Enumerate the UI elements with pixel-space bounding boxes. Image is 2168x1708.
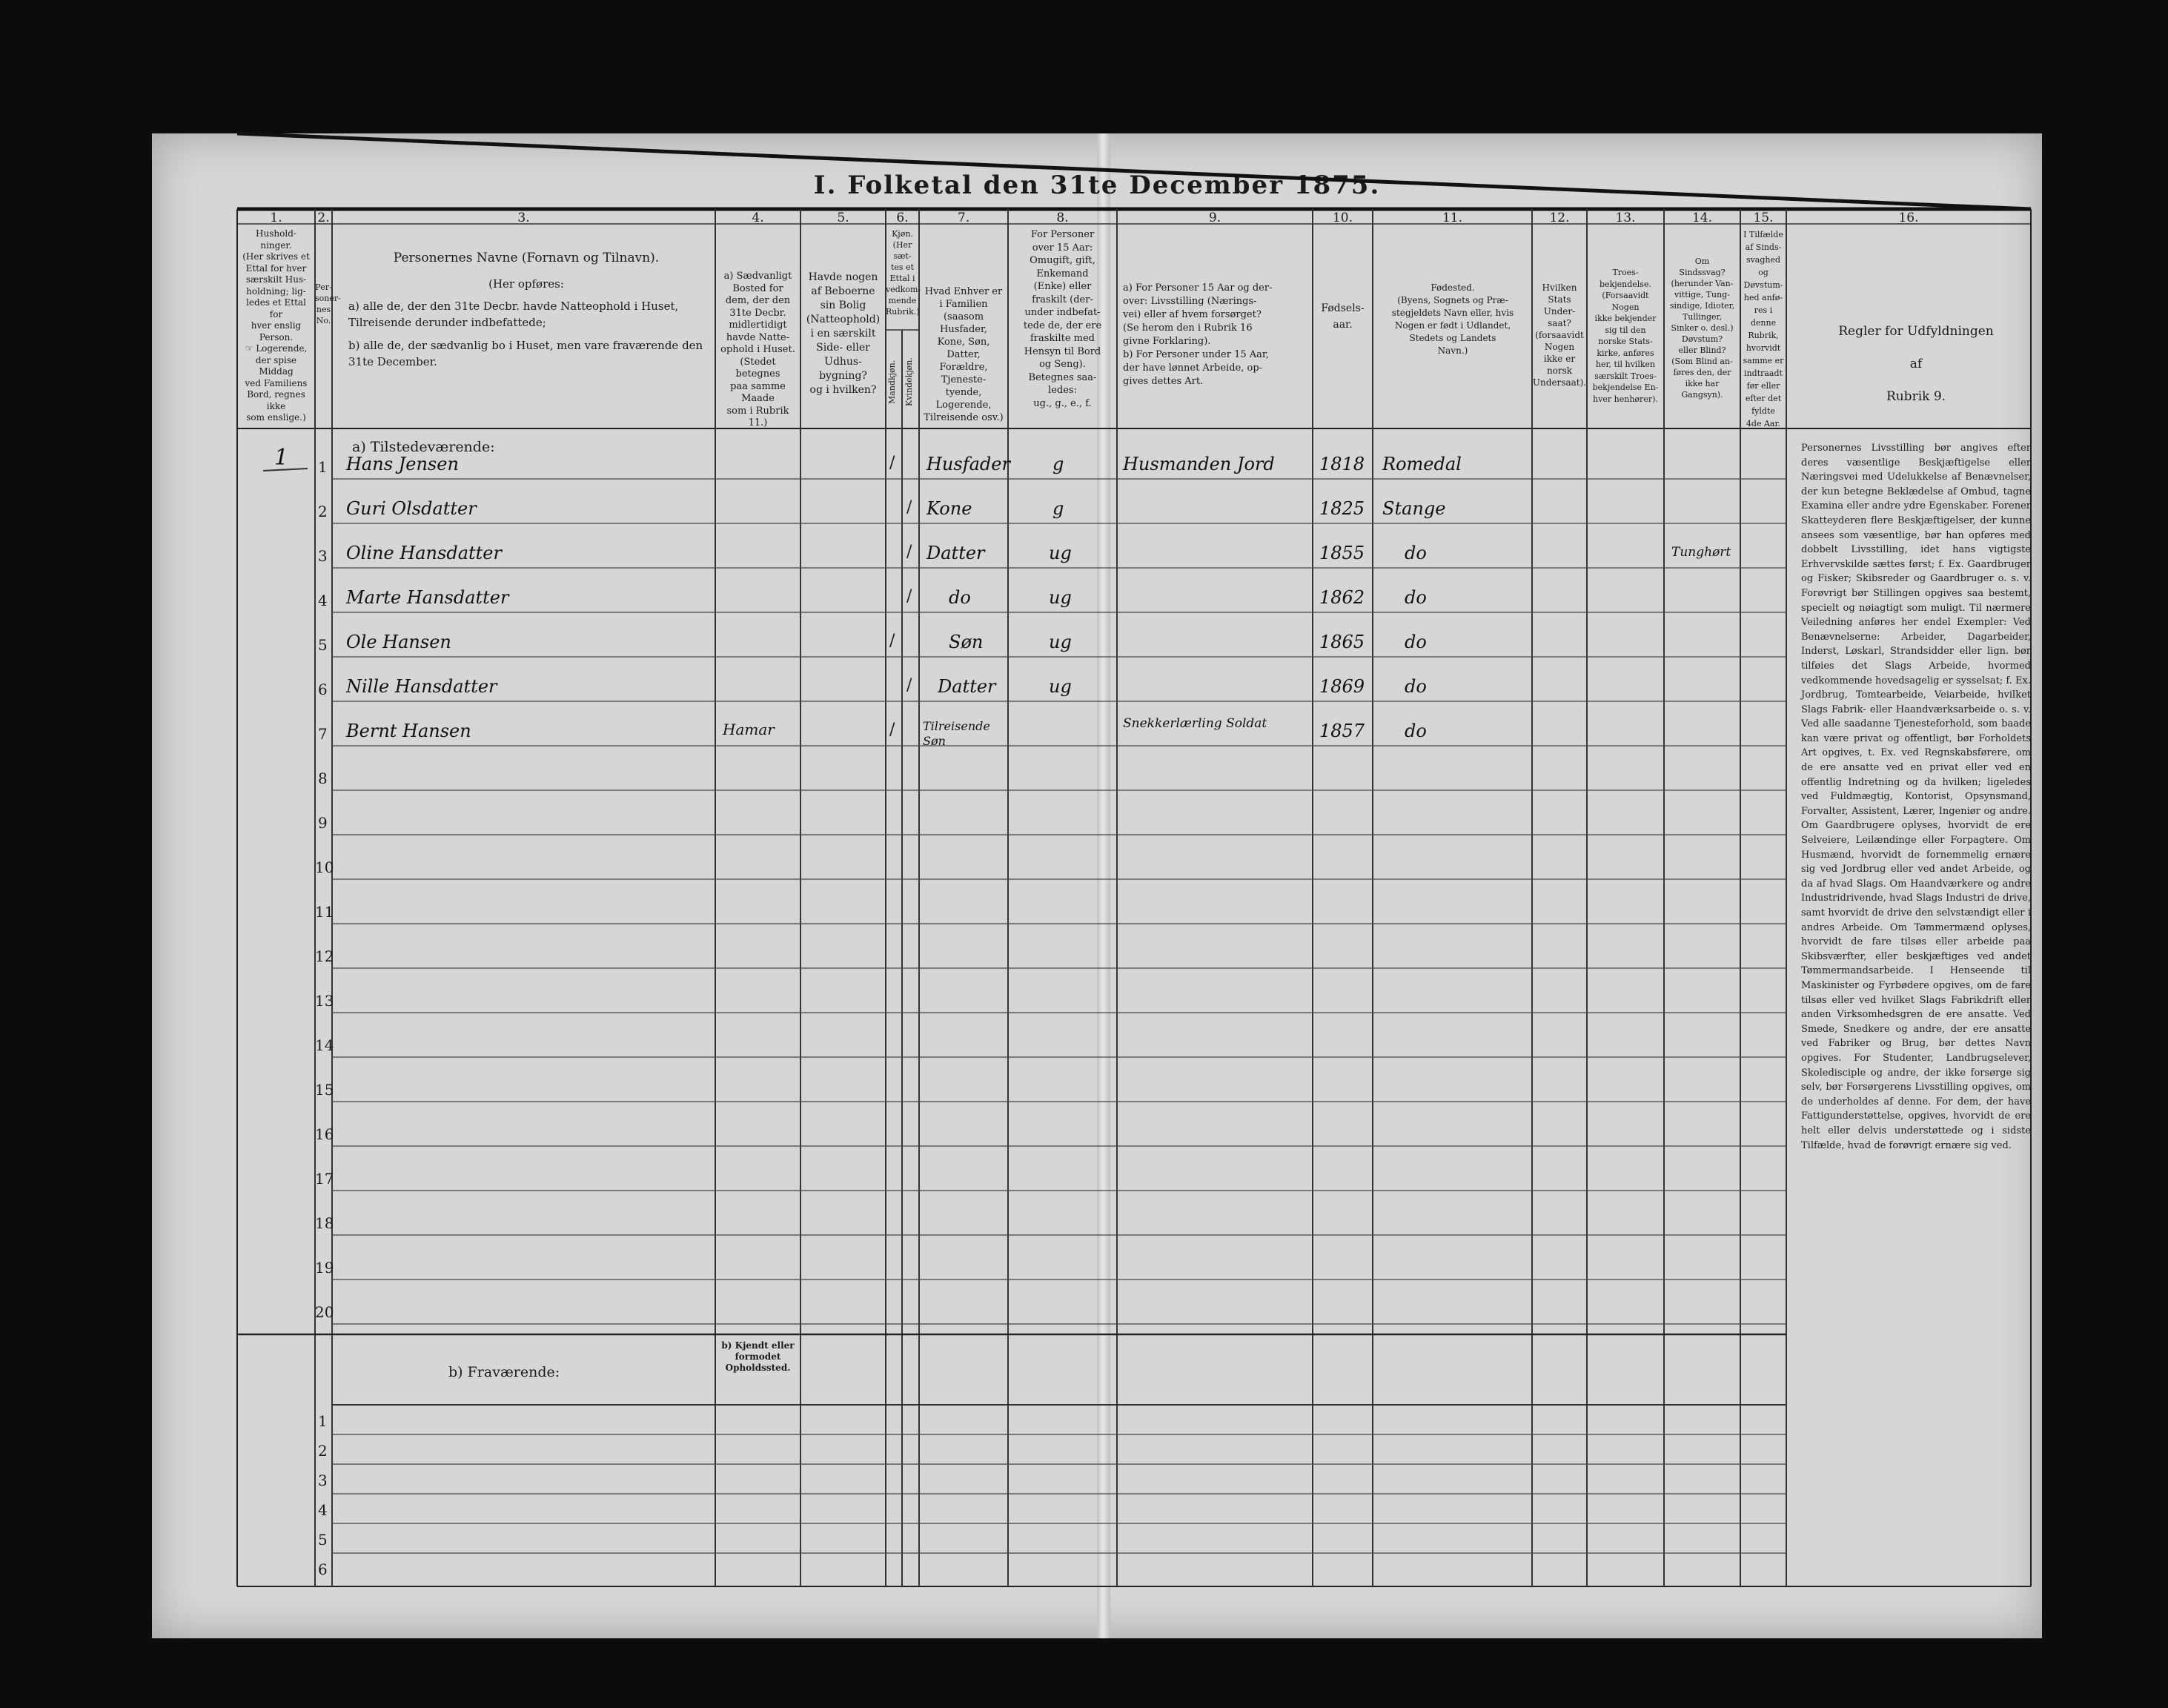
row-number: 14	[315, 1036, 334, 1054]
row-number: 3	[318, 1472, 328, 1489]
row-number: 11	[315, 903, 334, 921]
marital-status: ug	[1049, 543, 1072, 563]
person-name: Bernt Hansen	[346, 721, 471, 741]
birth-year: 1855	[1319, 543, 1365, 563]
row-number: 1	[318, 458, 328, 476]
colnum-14: 14.	[1691, 211, 1713, 225]
census-sheet	[152, 133, 2042, 1638]
person-name: Nille Hansdatter	[346, 676, 497, 697]
header-sex-male: Mandkjøn.	[887, 360, 897, 404]
row-number: 18	[315, 1214, 334, 1232]
colnum-15: 15.	[1753, 211, 1774, 225]
absent-residence-header: b) Kjendt eller formodet Opholdssted.	[721, 1340, 795, 1373]
birth-year: 1818	[1319, 454, 1365, 474]
header-disability: Om Sindssvag? (herunder Van- vittige, Tung- sindige, Idioter, Tullinger, Sinker o. desl.) Døvstum? eller Blind? (Som Blind an- føres den, der ikke har Gangsyn).	[1669, 256, 1735, 400]
section-present: a) Tilstedeværende:	[352, 439, 495, 455]
row-number: 6	[318, 1560, 328, 1578]
person-name: Ole Hansen	[346, 632, 451, 652]
person-name: Guri Olsdatter	[346, 498, 477, 519]
colnum-8: 8.	[1056, 211, 1069, 225]
header-residence: a) Sædvanligt Bosted for dem, der den 31te Decbr. midlertidigt havde Natte- ophold i Huset. (Stedet betegnes paa samme Maade som i Rubrik 11.)	[720, 271, 795, 428]
row-number: 20	[315, 1303, 334, 1321]
marital-status: ug	[1049, 587, 1072, 608]
row-number: 19	[315, 1259, 334, 1277]
colnum-5: 5.	[837, 211, 849, 225]
rules-line-1: Regler for Udfyldningen	[1838, 324, 1994, 339]
sex-mark: /	[889, 721, 895, 739]
header-birthplace: Fødested. (Byens, Sognets og Præ- stegjeldets Navn eller, hvis Nogen er født i Udlandet, Stedets og Landets Navn.)	[1391, 282, 1514, 356]
birthplace: Stange	[1382, 498, 1446, 519]
row-number: 10	[315, 858, 334, 876]
family-role: Kone	[926, 498, 972, 519]
colnum-10: 10.	[1332, 211, 1353, 225]
header-sex-female: Kvindekjøn.	[904, 357, 914, 406]
birth-year: 1857	[1319, 721, 1365, 741]
household-mark: 1	[274, 445, 289, 471]
colnum-2: 2.	[317, 211, 330, 225]
header-person-no: Per- soner- nes No.	[315, 282, 341, 325]
occupation: Husmanden Jord	[1123, 454, 1275, 474]
row-number: 2	[318, 1442, 328, 1460]
section-absent: b) Fraværende:	[448, 1364, 560, 1380]
row-number: 12	[315, 947, 334, 965]
birthplace: do	[1405, 676, 1427, 697]
sex-mark: /	[889, 454, 895, 472]
row-number: 4	[318, 592, 328, 609]
sex-mark: /	[906, 543, 912, 561]
row-number: 3	[318, 547, 328, 565]
disability-note: Tunghørt	[1671, 545, 1731, 560]
family-role: Datter	[926, 543, 985, 563]
sex-mark: /	[906, 498, 912, 517]
colnum-4: 4.	[752, 211, 764, 225]
header-names-b: b) alle de, der sædvanlig bo i Huset, men vare fraværende den 31te December.	[348, 339, 703, 368]
birthplace: do	[1405, 587, 1427, 608]
colnum-16: 16.	[1898, 211, 1919, 225]
family-role: Datter	[938, 676, 996, 697]
header-citizenship: Hvilken Stats Under- saat? (forsaavidt Nogen ikke er norsk Undersaat).	[1532, 282, 1587, 388]
row-number: 17	[315, 1170, 334, 1188]
header-names-sub: (Her opføres:	[488, 277, 564, 291]
row-number: 5	[318, 1531, 328, 1549]
birth-year: 1862	[1319, 587, 1365, 608]
sex-mark: /	[906, 587, 912, 606]
row-number: 9	[318, 814, 328, 832]
person-name: Hans Jensen	[346, 454, 459, 474]
birthplace: do	[1405, 632, 1427, 652]
header-names-a: a) alle de, der den 31te Decbr. havde Natteophold i Huset, Tilreisende derunder indbefattede;	[348, 299, 679, 329]
page-title: I. Folketal den 31te December 1875.	[813, 171, 1381, 200]
row-number: 5	[318, 636, 328, 654]
birth-year: 1825	[1319, 498, 1365, 519]
marital-status: g	[1052, 454, 1064, 474]
colnum-6: 6.	[896, 211, 909, 225]
marital-status: ug	[1049, 632, 1072, 652]
birth-year: 1869	[1319, 676, 1365, 697]
row-number: 15	[315, 1081, 334, 1099]
family-role: Husfader	[926, 454, 1010, 474]
header-households: Hushold- ninger. (Her skrives et Ettal for hver særskilt Hus- holdning; lig- ledes et Ettal for hver enslig Person. ☞ Logerende, der spise Middag ved Familiens Bord, regnes ikke som enslige.)	[242, 228, 310, 423]
header-marital: For Personer over 15 Aar: Omugift, gift, Enkemand (Enke) eller fraskilt (der- under indbefat- tede de, der ere fraskilte med Hensyn til Bord og Seng). Betegnes saa- ledes: ug., g., e., f.	[1023, 229, 1102, 409]
occupation: Snekkerlærling Soldat	[1123, 716, 1267, 731]
family-role: Tilreisende Søn	[923, 719, 990, 748]
sex-mark: /	[906, 676, 912, 695]
colnum-11: 11.	[1442, 211, 1463, 225]
row-number: 1	[318, 1412, 328, 1430]
header-birthyear: Fødsels- aar.	[1321, 302, 1365, 331]
instructions-text: Personernes Livsstilling bør angives efter deres væsentlige Beskjæftigelse eller Næringsvei med Udelukkelse af Benævnelser, der kun betegne Beklædelse af Ombud, tagne Examina eller andre ydre Egenskaber. Forener Skatteyderen flere Beskjæftigelser, der kunne ansees som væsentlige, bør han opføres med dobbelt Livsstilling, idet hans vigtigste Erhvervskilde sættes først; f. Ex. Gaardbruger og Fisker; Skibsreder og Gaardbruger o. s. v. Forøvrigt bør Stillingen opgives saa bestemt, specielt og nøiagtigt som muligt. Til nærmere Veiledning anføres her endel Exempler: Ved Benævnelserne: Arbeider, Dagarbeider, Inderst, Løskarl, Strandsidder eller lign. bør tilføies det Slags Arbeide, hvormed vedkommende hovedsagelig er sysselsat; f. Ex. Jordbrug, Tomtearbeide, Veiarbeide, hvilket Slags Fabrik- eller Haandværksarbeide o. s. v. Ved alle saadanne Tjenesteforhold, som baade kan være privat og offentligt, bør Forholdets Art opgives, t. Ex. ved Regnskabsførere, om de ere ansatte ved en privat eller ved en offentlig Indretning og da hvilken; ligeledes ved Fuldmægtig, Kontorist, Opsynsmand, Forvalter, Assistent, Lærer, Ingeniør og andre. Om Gaardbrugere oplyses, hvorvidt de ere Selveiere, Leilændinge eller Forpagtere. Om Husmænd, hvorvidt de fornemmelig ernære sig ved Jordbrug eller ved andet Arbeide, og da af hvad Slags. Om Haandværkere og andre Industridrivende, hvad Slags Industri de drive, samt hvorvidt de drive den selvstændigt eller i andres Arbeide. Om Tømmermænd oplyses, hvorvidt de fare tilsøs eller arbeide paa Skibsværfter, eller beskjæftiges ved andet Tømmermandsarbeide. I Henseende til Maskinister og Fyrbødere opgives, om de fare tilsøs eller ved hvilket Slags Fabrikdrift eller anden Virksomhedsgren de ere ansatte. Ved Smede, Snedkere og andre, der ere ansatte ved Fabriker og Brug, bør dettes Navn opgives. For Studenter, Landbrugselever, Skoledisciple og andre, der ikke forsørge sig selv, bør Forsørgerens Livsstilling opgives, om de underholdes af denne. For dem, der have Fattigunderstøttelse, opgives, hvorvidt de ere helt eller delvis understøttede og i sidste Tilfælde, hvad de forøvrigt ernære sig ved.	[1801, 443, 2031, 1151]
row-number: 7	[318, 725, 328, 743]
colnum-7: 7.	[957, 211, 970, 225]
header-names-title: Personernes Navne (Fornavn og Tilnavn).	[393, 251, 660, 265]
header-family-role: Hvad Enhver er i Familien (saasom Husfader, Kone, Søn, Datter, Forældre, Tjeneste- tyende, Logerende, Tilreisende osv.)	[924, 286, 1004, 423]
header-sex: Kjøn. (Her sæt- tes et Ettal i vedkom- mende Rubrik.)	[886, 229, 921, 317]
person-name: Marte Hansdatter	[346, 587, 509, 608]
colnum-1: 1.	[270, 211, 282, 225]
birth-year: 1865	[1319, 632, 1365, 652]
header-outbuilding: Havde nogen af Beboerne sin Bolig (Natteophold) i en særskilt Side- eller Udhus- bygning? og i hvilken?	[806, 271, 881, 396]
row-number: 6	[318, 681, 328, 698]
header-religion: Troes- bekjendelse. (Forsaavidt Nogen ikke bekjender sig til den norske Stats- kirke, anføres her, til hvilken særskilt Troes- bekjendelse En- hver henhører).	[1592, 268, 1659, 404]
row-number: 8	[318, 769, 328, 787]
family-role: Søn	[949, 632, 984, 652]
row-number: 16	[315, 1125, 334, 1143]
birthplace: do	[1405, 543, 1427, 563]
header-occupation: a) For Personer 15 Aar og der- over: Livsstilling (Nærings- vei) eller af hvem forsørget? (Se herom den i Rubrik 16 givne Forklaring). b) For Personer under 15 Aar, der have lønnet Arbeide, op- gives dettes Art.	[1123, 282, 1273, 387]
rules-line-2: af	[1909, 357, 1923, 371]
marital-status: ug	[1049, 676, 1072, 697]
rules-line-3: Rubrik 9.	[1886, 389, 1946, 404]
colnum-12: 12.	[1549, 211, 1570, 225]
colnum-13: 13.	[1615, 211, 1636, 225]
family-role: do	[949, 587, 971, 608]
usual-residence: Hamar	[723, 721, 775, 738]
colnum-9: 9.	[1208, 211, 1221, 225]
row-number: 2	[318, 503, 328, 520]
header-rules	[1801, 315, 2031, 413]
sex-mark: /	[889, 632, 895, 650]
header-onset: I Tilfælde af Sinds- svaghed og Døvstum- hed anfø- res i denne Rubrik, hvorvidt samme er indtraadt før eller efter det fyldte 4de Aar.	[1743, 230, 1784, 428]
person-name: Oline Hansdatter	[346, 543, 502, 563]
marital-status: g	[1052, 498, 1064, 519]
row-number: 13	[315, 992, 334, 1010]
birthplace: Romedal	[1382, 454, 1462, 474]
colnum-3: 3.	[517, 211, 530, 225]
birthplace: do	[1405, 721, 1427, 741]
row-number: 4	[318, 1501, 328, 1519]
